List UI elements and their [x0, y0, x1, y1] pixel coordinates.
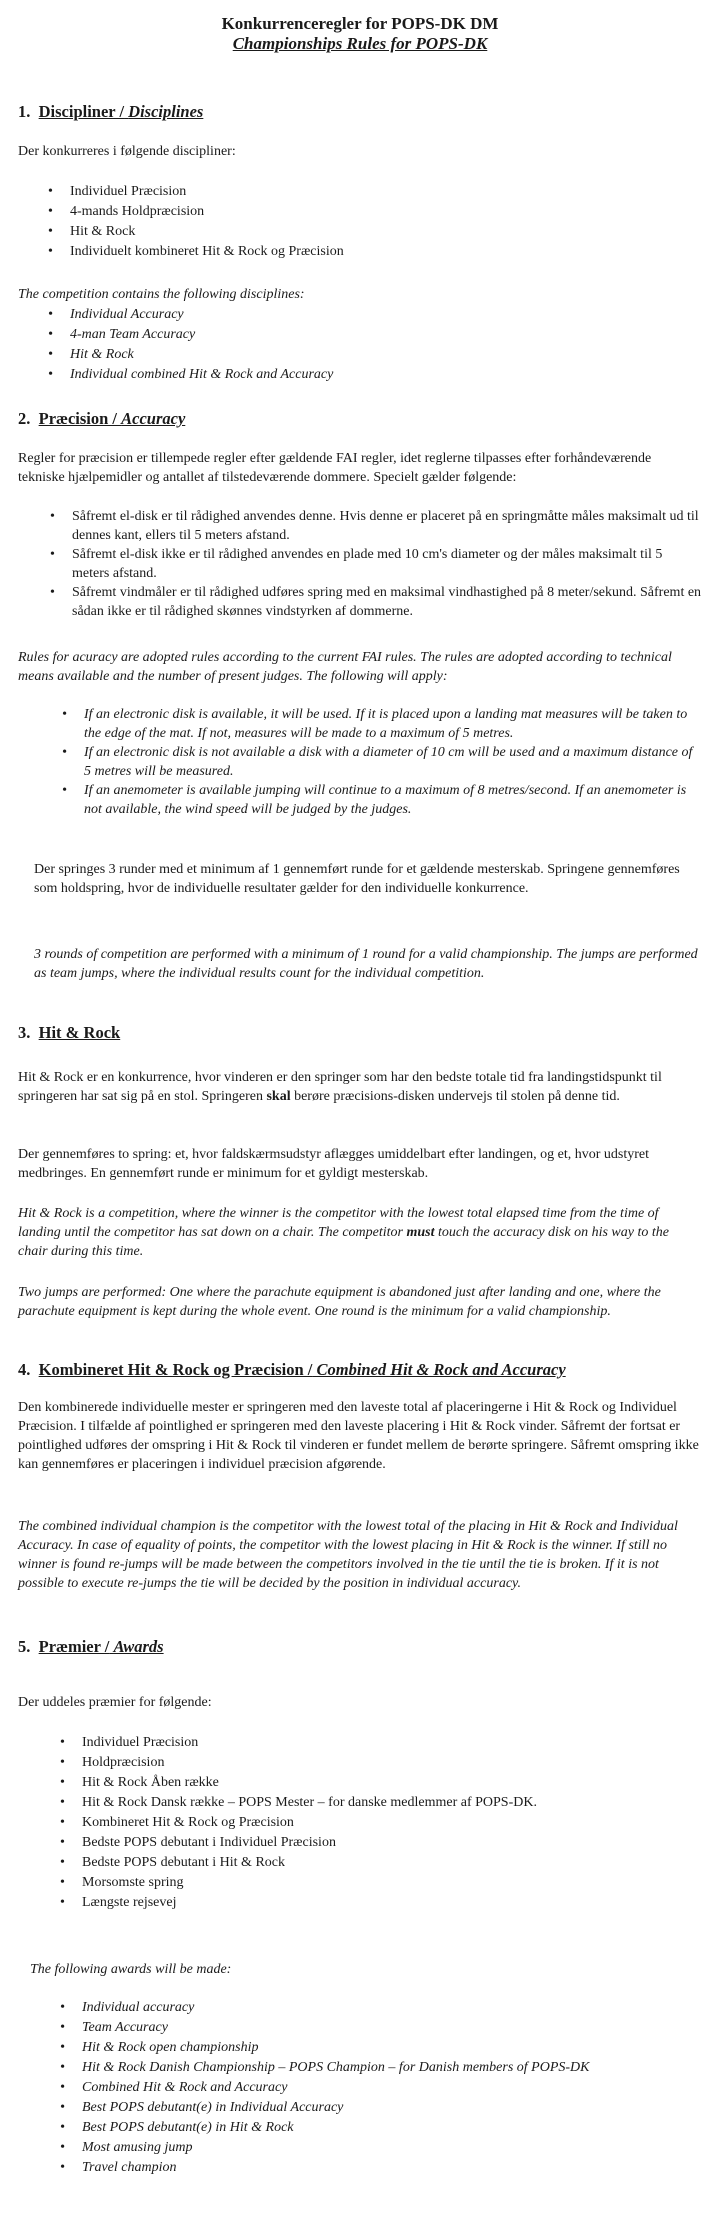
disciplines-list-danish [70, 182, 344, 262]
list-item: • Individual Accuracy [70, 305, 333, 325]
section-2-heading [18, 409, 185, 429]
section-title-english: Accuracy [121, 409, 186, 428]
list-item: • Hit & Rock [70, 222, 344, 242]
list-item: • Team Accuracy [82, 2018, 682, 2038]
list-item: • Bedste POPS debutant i Hit & Rock [82, 1853, 537, 1873]
hit-rock-jumps-danish: Der gennemføres to spring: et, hvor faldskærmsudstyr aflægges umiddelbart efter landingen, og et, hvor udstyret medbringes. En gennemført runde er minimum for et gyldigt mesterskab. [18, 1147, 650, 1181]
section-number: 1. [18, 102, 31, 121]
list-item: • If an electronic disk is available, it will be used. If it is placed upon a landing mat measures will be taken to the edge of the mat. If not, measures will be made to a maximum of 5 metres. [84, 705, 700, 743]
awards-intro-danish: Der uddeles præmier for følgende: [18, 1695, 212, 1710]
section-title-english: Combined Hit & Rock and Accuracy [316, 1360, 566, 1379]
list-item: • Hit & Rock open championship [82, 2038, 682, 2058]
accuracy-rules-danish [72, 507, 702, 621]
awards-list-danish [82, 1733, 537, 1913]
list-item: • Most amusing jump [82, 2138, 682, 2158]
disciplines-intro-danish: Der konkurreres i følgende discipliner: [18, 144, 236, 159]
section-title-danish: Discipliner / [38, 102, 125, 121]
list-item: • Combined Hit & Rock and Accuracy [82, 2078, 682, 2098]
list-item: • Hit & Rock Danish Championship – POPS Champion – for Danish members of POPS-DK [82, 2058, 682, 2078]
section-title: Hit & Rock [38, 1023, 121, 1042]
combined-rules-danish: Den kombinerede individuelle mester er springeren med den laveste total af placeringerne i Hit & Rock og Individuel Præcision. I tilfælde af pointlighed er springeren med den laveste placering i Hit & Rock vinder. Såfremt der fortsat er pointlighed udføres der omspring i Hit & Rock til vinderen er fundet mellem de berørte springere. Såfremt omspring ikke kan gennemføres er placeringen i individuel præcision afgørende. [18, 1400, 699, 1472]
accuracy-intro-danish: Regler for præcision er tillempede regler efter gældende FAI regler, idet reglerne tilpasses efter forhåndeværende tekniske hjælpemidler og antallet af tilstedeværende dommere. Specielt gælder følgende: [18, 451, 652, 485]
list-item: • Individuel Præcision [70, 182, 344, 202]
list-item: • Hit & Rock Åben række [82, 1773, 537, 1793]
section-title-danish: Præmier / [38, 1637, 110, 1656]
document-title-english: Championships Rules for POPS-DK [232, 34, 488, 53]
section-1-heading [18, 102, 203, 122]
list-item: • Individual accuracy [82, 1998, 682, 2018]
combined-rules-english: The combined individual champion is the competitor with the lowest total of the placing in Hit & Rock and Individual Accuracy. In case of equality of points, the competitor with the lowest placing in Hit & Rock is the winner. If still no winner is found re-jumps will be made between the competitors involved in the tie until the tie is broken. If it is not possible to execute re-jumps the tie will be decided by the position in individual accuracy. [18, 1519, 678, 1591]
hit-rock-rules-danish: Hit & Rock er en konkurrence, hvor vinderen er den springer som har den bedste totale tid fra landingstidspunkt til springeren har sat sig på en stol. Springeren skal berøre præcisions-disken undervejs til stolen på denne tid. [18, 1070, 662, 1104]
list-item: • Kombineret Hit & Rock og Præcision [82, 1813, 537, 1833]
accuracy-rules-english [84, 705, 700, 819]
list-item: • Individual combined Hit & Rock and Accuracy [70, 365, 333, 385]
section-number: 3. [18, 1023, 31, 1042]
awards-intro-english: The following awards will be made: [30, 1962, 232, 1977]
list-item: • Længste rejsevej [82, 1893, 537, 1913]
list-item: • Såfremt vindmåler er til rådighed udføres spring med en maksimal vindhastighed på 8 meter/sekund. Såfremt en sådan ikke er til rådighed skønnes vindstyrken af dommerne. [72, 583, 702, 621]
list-item: • Morsomste spring [82, 1873, 537, 1893]
list-item: • If an anemometer is available jumping will continue to a maximum of 8 metres/second. If an anemometer is not available, the wind speed will be judged by the judges. [84, 781, 700, 819]
hit-rock-rules-english: Hit & Rock is a competition, where the winner is the competitor with the lowest total elapsed time from the time of landing until the competitor has sat down on a chair. The competitor must touch the accuracy disk on his way to the chair during this time. [18, 1206, 669, 1259]
list-item: • Best POPS debutant(e) in Individual Accuracy [82, 2098, 682, 2118]
list-item: • 4-man Team Accuracy [70, 325, 333, 345]
list-item: • Hit & Rock Dansk række – POPS Mester – for danske medlemmer af POPS-DK. [82, 1793, 537, 1813]
list-item: • Best POPS debutant(e) in Hit & Rock [82, 2118, 682, 2138]
list-item: • Individuel Præcision [82, 1733, 537, 1753]
section-number: 4. [18, 1360, 31, 1379]
accuracy-intro-english: Rules for acuracy are adopted rules according to the current FAI rules. The rules are adopted according to technical means available and the number of present judges. The following will apply: [18, 650, 672, 684]
list-item: • Hit & Rock [70, 345, 333, 365]
section-5-heading [18, 1637, 164, 1657]
section-number: 2. [18, 409, 31, 428]
section-title-danish: Præcision / [38, 409, 117, 428]
rounds-text-english: 3 rounds of competition are performed with a minimum of 1 round for a valid championship. The jumps are performed as team jumps, where the individual results count for the individual competition. [34, 947, 698, 981]
list-item: • Såfremt el-disk er til rådighed anvendes denne. Hvis denne er placeret på en springmåtte måles maksimalt ud til dennes kant, ellers til 5 meters afstand. [72, 507, 702, 545]
section-title-danish: Kombineret Hit & Rock og Præcision / [38, 1360, 313, 1379]
list-item: • 4-mands Holdpræcision [70, 202, 344, 222]
section-title-english: Disciplines [128, 102, 204, 121]
rounds-text-danish: Der springes 3 runder med et minimum af 1 gennemført runde for et gældende mesterskab. Springene gennemføres som holdspring, hvor de individuelle resultater gælder for den individuelle konkurrence. [34, 862, 680, 896]
disciplines-list-english [70, 305, 333, 385]
hit-rock-jumps-english: Two jumps are performed: One where the parachute equipment is abandoned just after landing and one, where the parachute equipment is kept during the whole event. One round is the minimum for a valid championship. [18, 1285, 661, 1319]
list-item: • Bedste POPS debutant i Individuel Præcision [82, 1833, 537, 1853]
awards-list-english [82, 1998, 682, 2178]
list-item: • Såfremt el-disk ikke er til rådighed anvendes en plade med 10 cm's diameter og der måles maksimalt til 5 meters afstand. [72, 545, 702, 583]
disciplines-intro-english: The competition contains the following disciplines: [18, 287, 305, 302]
list-item: • Holdpræcision [82, 1753, 537, 1773]
document-title-danish: Konkurrenceregler for POPS-DK DM [221, 14, 499, 33]
section-4-heading [18, 1360, 566, 1380]
section-number: 5. [18, 1637, 31, 1656]
section-3-heading [18, 1023, 120, 1043]
list-item: • Individuelt kombineret Hit & Rock og Præcision [70, 242, 344, 262]
section-title-english: Awards [113, 1637, 164, 1656]
list-item: • Travel champion [82, 2158, 682, 2178]
list-item: • If an electronic disk is not available a disk with a diameter of 10 cm will be used and a maximum distance of 5 metres will be measured. [84, 743, 700, 781]
